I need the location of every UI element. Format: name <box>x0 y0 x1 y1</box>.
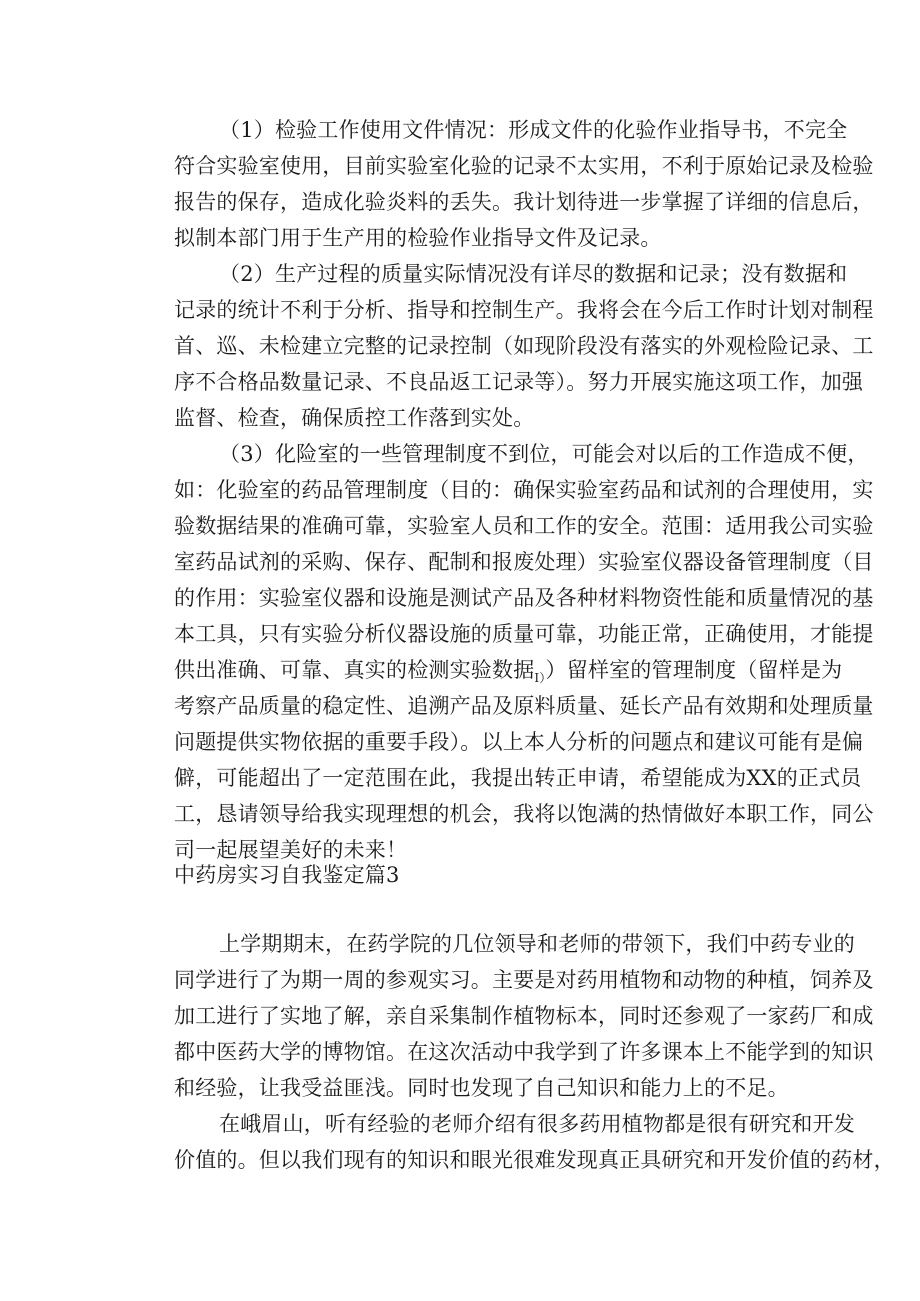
line-segment: ）留样室的管理制度（留样是为 <box>545 658 843 682</box>
paragraph-line: （3）化险室的一些管理制度不到位，可能会对以后的工作造成不便， <box>219 442 869 466</box>
paragraph-line: 记录的统计不利于分析、指导和控制生产。我将会在今后工作时计划对制程 <box>174 298 874 322</box>
paragraph-line: 首、巡、未检建立完整的记录控制（如现阶段没有落实的外观检险记录、工 <box>174 334 874 358</box>
paragraph-line: 的作用：实验室仪器和设施是测试产品及各种材料物资性能和质量情况的基 <box>174 586 874 610</box>
paragraph-line: 司一起展望美好的未来！ <box>174 838 408 862</box>
paragraph-line: 和经验，让我受益匪浅。同时也发现了自己知识和能力上的不足。 <box>174 1076 789 1100</box>
paragraph-line: 考察产品质量的稳定性、追溯产品及原料质量、延长产品有效期和处理质量 <box>174 694 874 718</box>
paragraph-line: 室药品试剂的采购、保存、配制和报废处理）实验室仪器设备管理制度（目 <box>174 550 874 574</box>
paragraph-line: 拟制本部门用于生产用的检验作业指导文件及记录。 <box>174 226 662 250</box>
paragraph-line: 僻，可能超出了一定范围在此，我提出转正申请，希望能成为XX的正式员 <box>174 766 862 790</box>
line-segment: 供出准确、可靠、真实的检测实验数据 <box>174 658 535 682</box>
paragraph-line: 验数据结果的准确可靠，实验室人员和工作的安全。范围：适用我公司实验 <box>174 514 874 538</box>
paragraph-line: 工，恳请领导给我实现理想的机会，我将以饱满的热情做好本职工作，同公 <box>174 802 874 826</box>
paragraph-line: （2）生产过程的质量实际情况没有详尽的数据和记录；没有数据和 <box>219 262 848 286</box>
paragraph-line: 报告的保存，造成化验炎料的丢失。我计划待进一步掌握了详细的信息后， <box>174 190 874 214</box>
section-heading: 中药房实习自我鉴定篇3 <box>174 863 400 887</box>
paragraph-line: 都中医药大学的博物馆。在这次活动中我学到了许多课本上不能学到的知识 <box>174 1040 874 1064</box>
paragraph-line: （1）检验工作使用文件情况：形成文件的化验作业指导书，不完全 <box>219 118 848 142</box>
paragraph-line: 同学进行了为期一周的参观实习。主要是对药用植物和动物的种植，饲养及 <box>174 968 874 992</box>
paragraph-line: 在峨眉山，听有经验的老师介绍有很多药用植物都是很有研究和开发 <box>219 1112 855 1136</box>
paragraph-line: 本工具，只有实验分析仪器设施的质量可靠，功能正常，正确使用，才能提 <box>174 622 874 646</box>
paragraph-line: 符合实验室使用，目前实验室化验的记录不太实用，不利于原始记录及检验 <box>174 154 874 178</box>
paragraph-line: 上学期期末，在药学院的几位领导和老师的带领下，我们中药专业的 <box>219 932 855 956</box>
paragraph-line: 监督、检查，确保质控工作落到实处。 <box>174 406 535 430</box>
paragraph-line: 序不合格品数量记录、不良品返工记录等）。努力开展实施这项工作，加强 <box>174 370 864 394</box>
paragraph-line: 问题提供实物依据的重要手段）。以上本人分析的问题点和建议可能有是偏 <box>174 730 864 754</box>
paragraph-line: 加工进行了实地了解，亲自采集制作植物标本，同时还参观了一家药厂和成 <box>174 1004 874 1028</box>
paragraph-line: 如：化验室的药品管理制度（目的：确保实验室药品和试剂的合理使用，实 <box>174 478 874 502</box>
paragraph-line: 价值的。但以我们现有的知识和眼光很难发现真正具研究和开发价值的药材， <box>174 1148 895 1172</box>
subscript-mark: I） <box>534 671 546 686</box>
